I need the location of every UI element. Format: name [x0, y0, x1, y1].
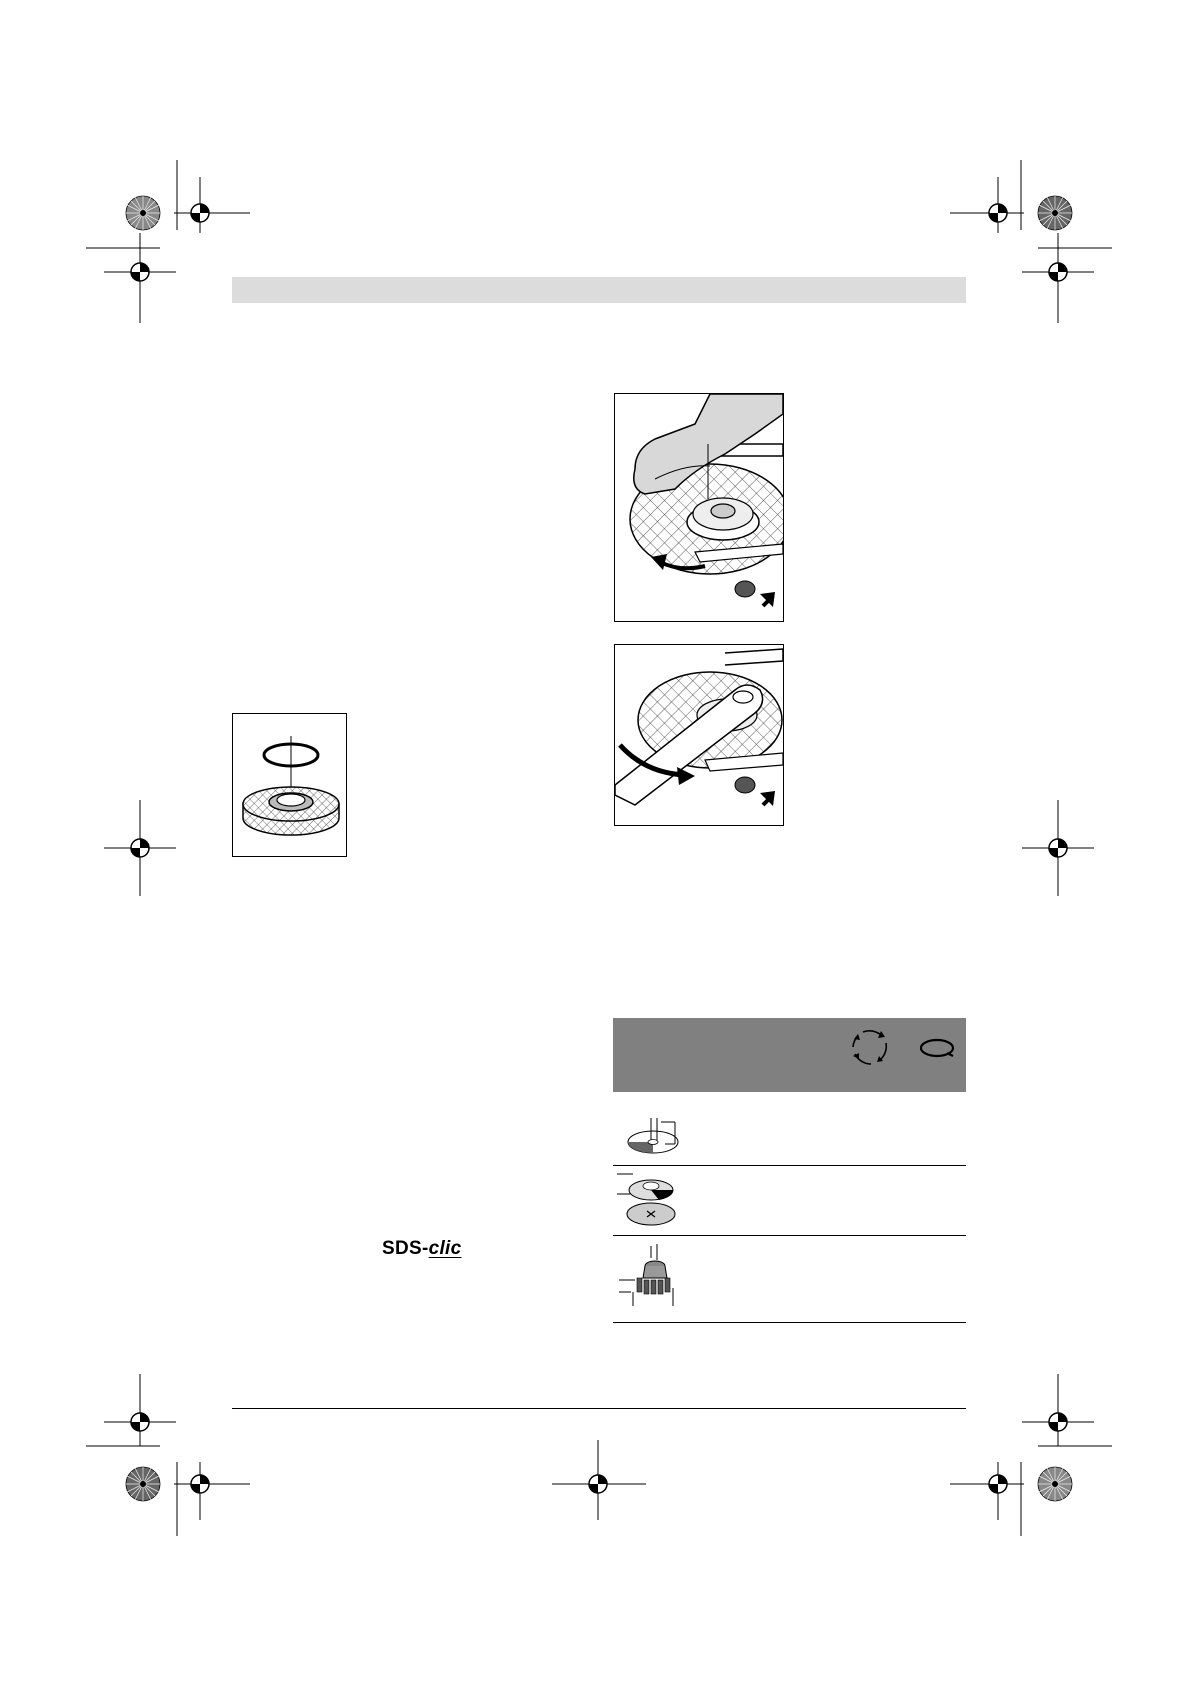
- accessories-row-cup-brush: [613, 1236, 966, 1323]
- figure-hand-tighten: [614, 393, 784, 622]
- sds-logo-prefix: SDS-: [382, 1238, 429, 1259]
- recycle-icon: [847, 1026, 893, 1068]
- accessories-table-header: [613, 1018, 966, 1092]
- sds-clic-logo: [382, 1238, 462, 1260]
- accessories-row-flap-disc: [613, 1166, 966, 1236]
- coiled-ring-icon: [917, 1036, 957, 1060]
- flap-disc-icon: [615, 1170, 695, 1232]
- accessories-row-grinding-disc: [613, 1092, 966, 1166]
- footer-rule: [232, 1408, 966, 1409]
- header-band: [232, 277, 966, 303]
- cup-brush-icon: [617, 1240, 697, 1320]
- figure-flange-oring: [232, 713, 347, 857]
- figure-spanner-tighten: [614, 644, 784, 826]
- grinding-disc-icon: [617, 1110, 697, 1170]
- sds-logo-clic: clic: [428, 1238, 462, 1259]
